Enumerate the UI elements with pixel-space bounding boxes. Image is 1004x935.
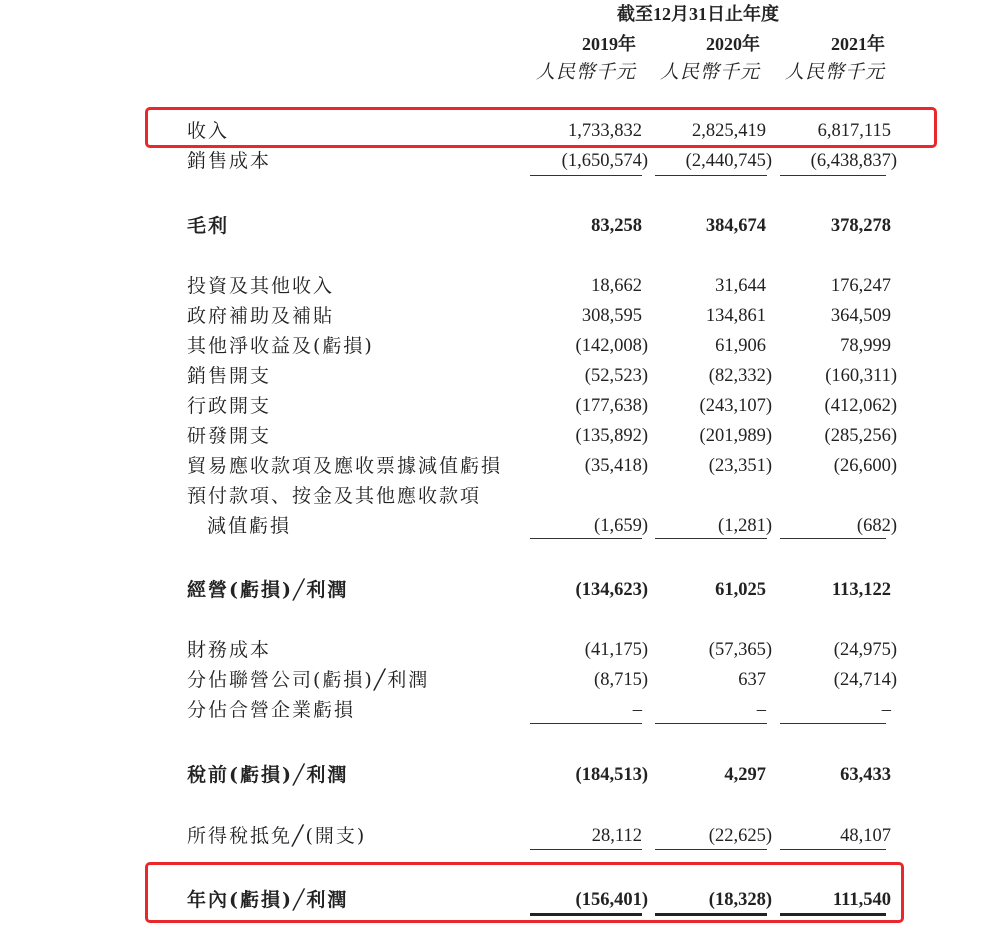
impairment-loss-2020: (1,281) — [718, 516, 772, 536]
gross-profit-2020: 384,674 — [705, 216, 766, 236]
rd-expenses-2020: (201,989) — [699, 426, 772, 446]
year-2020-header: 2020年 — [706, 34, 760, 54]
profit-before-tax-2020: 4,297 — [724, 765, 766, 785]
subtotal-rule — [530, 175, 642, 176]
impairment-loss-2019: (1,659) — [594, 516, 648, 536]
share-of-joint-ventures-2021: – — [881, 700, 891, 720]
row-label-prepayments: 預付款項、按金及其他應收款項 — [187, 485, 482, 507]
operating-profit-2021: 113,122 — [831, 580, 891, 600]
subtotal-rule — [780, 175, 886, 176]
row-label-admin-expenses: 行政開支 — [187, 395, 272, 417]
operating-profit-2020: 61,025 — [715, 580, 766, 600]
share-of-associates-2021: (24,714) — [833, 670, 897, 690]
subtotal-rule — [655, 538, 767, 539]
government-grants-2021: 364,509 — [830, 306, 891, 326]
profit-for-year-2020: (18,328) — [708, 890, 772, 910]
unit-2020: 人民幣千元 — [659, 61, 760, 83]
subtotal-rule — [530, 849, 642, 850]
profit-before-tax-2019: (184,513) — [575, 765, 648, 785]
cost-of-sales-2019: (1,650,574) — [561, 151, 648, 171]
share-of-joint-ventures-2020: – — [756, 700, 766, 720]
unit-2019: 人民幣千元 — [535, 61, 636, 83]
selling-expenses-2020: (82,332) — [708, 366, 772, 386]
gross-profit-2019: 83,258 — [591, 216, 642, 236]
finance-costs-2021: (24,975) — [833, 640, 897, 660]
rd-expenses-2019: (135,892) — [575, 426, 648, 446]
other-net-gains-2020: 61,906 — [715, 336, 766, 356]
share-of-associates-2019: (8,715) — [594, 670, 648, 690]
row-label-finance-costs: 財務成本 — [187, 639, 272, 661]
subtotal-rule — [655, 723, 767, 724]
profit-for-year-highlight-box — [145, 862, 904, 923]
profit-for-year-2019: (156,401) — [575, 890, 648, 910]
cost-of-sales-2021: (6,438,837) — [810, 151, 897, 171]
government-grants-2020: 134,861 — [705, 306, 766, 326]
government-grants-2019: 308,595 — [581, 306, 642, 326]
income-tax-2020: (22,625) — [708, 826, 772, 846]
row-label-income-tax: 所得稅抵免╱(開支) — [187, 825, 367, 847]
share-of-associates-2020: 637 — [738, 670, 766, 690]
row-label-cost-of-sales: 銷售成本 — [187, 150, 272, 172]
profit-for-year-2021: 111,540 — [832, 890, 891, 910]
finance-costs-2020: (57,365) — [708, 640, 772, 660]
row-label-operating-profit: 經營(虧損)╱利潤 — [187, 579, 349, 601]
row-label-other-net-gains: 其他淨收益及(虧損) — [187, 335, 374, 357]
income-tax-2021: 48,107 — [840, 826, 891, 846]
row-label-investment-income: 投資及其他收入 — [187, 275, 335, 297]
subtotal-rule — [655, 849, 767, 850]
row-label-impairment-loss: 減值虧損 — [207, 515, 292, 537]
row-label-trade-receivables-impairment: 貿易應收款項及應收票據減值虧損 — [187, 455, 503, 477]
subtotal-rule — [530, 723, 642, 724]
period-heading: 截至12月31日止年度 — [617, 4, 779, 24]
row-label-rd-expenses: 研發開支 — [187, 425, 272, 447]
row-label-profit-for-year: 年內(虧損)╱利潤 — [187, 889, 349, 911]
selling-expenses-2021: (160,311) — [825, 366, 897, 386]
trade-receivables-impairment-2019: (35,418) — [584, 456, 648, 476]
subtotal-rule — [530, 538, 642, 539]
revenue-2021: 6,817,115 — [817, 121, 891, 141]
unit-2021: 人民幣千元 — [784, 61, 885, 83]
row-label-gross-profit: 毛利 — [187, 215, 230, 237]
admin-expenses-2021: (412,062) — [824, 396, 897, 416]
other-net-gains-2021: 78,999 — [840, 336, 891, 356]
operating-profit-2019: (134,623) — [575, 580, 648, 600]
revenue-2020: 2,825,419 — [692, 121, 766, 141]
row-label-profit-before-tax: 稅前(虧損)╱利潤 — [187, 764, 349, 786]
trade-receivables-impairment-2021: (26,600) — [833, 456, 897, 476]
subtotal-rule — [655, 175, 767, 176]
subtotal-rule — [780, 849, 886, 850]
revenue-highlight-box — [145, 107, 937, 148]
subtotal-rule — [780, 538, 886, 539]
investment-income-2020: 31,644 — [715, 276, 766, 296]
gross-profit-2021: 378,278 — [830, 216, 891, 236]
income-tax-2019: 28,112 — [591, 826, 642, 846]
other-net-gains-2019: (142,008) — [575, 336, 648, 356]
rd-expenses-2021: (285,256) — [824, 426, 897, 446]
year-2021-header: 2021年 — [831, 34, 885, 54]
profit-before-tax-2021: 63,433 — [840, 765, 891, 785]
investment-income-2019: 18,662 — [591, 276, 642, 296]
row-label-share-of-joint-ventures: 分佔合營企業虧損 — [187, 699, 356, 721]
impairment-loss-2021: (682) — [856, 516, 897, 536]
row-label-share-of-associates: 分佔聯營公司(虧損)╱利潤 — [187, 669, 430, 691]
subtotal-rule — [780, 723, 886, 724]
trade-receivables-impairment-2020: (23,351) — [708, 456, 772, 476]
admin-expenses-2019: (177,638) — [575, 396, 648, 416]
cost-of-sales-2020: (2,440,745) — [685, 151, 772, 171]
row-label-revenue: 收入 — [187, 120, 230, 142]
row-label-government-grants: 政府補助及補貼 — [187, 305, 335, 327]
finance-costs-2019: (41,175) — [584, 640, 648, 660]
share-of-joint-ventures-2019: – — [632, 700, 642, 720]
investment-income-2021: 176,247 — [830, 276, 891, 296]
selling-expenses-2019: (52,523) — [584, 366, 648, 386]
row-label-selling-expenses: 銷售開支 — [187, 365, 272, 387]
year-2019-header: 2019年 — [582, 34, 636, 54]
admin-expenses-2020: (243,107) — [699, 396, 772, 416]
revenue-2019: 1,733,832 — [568, 121, 642, 141]
